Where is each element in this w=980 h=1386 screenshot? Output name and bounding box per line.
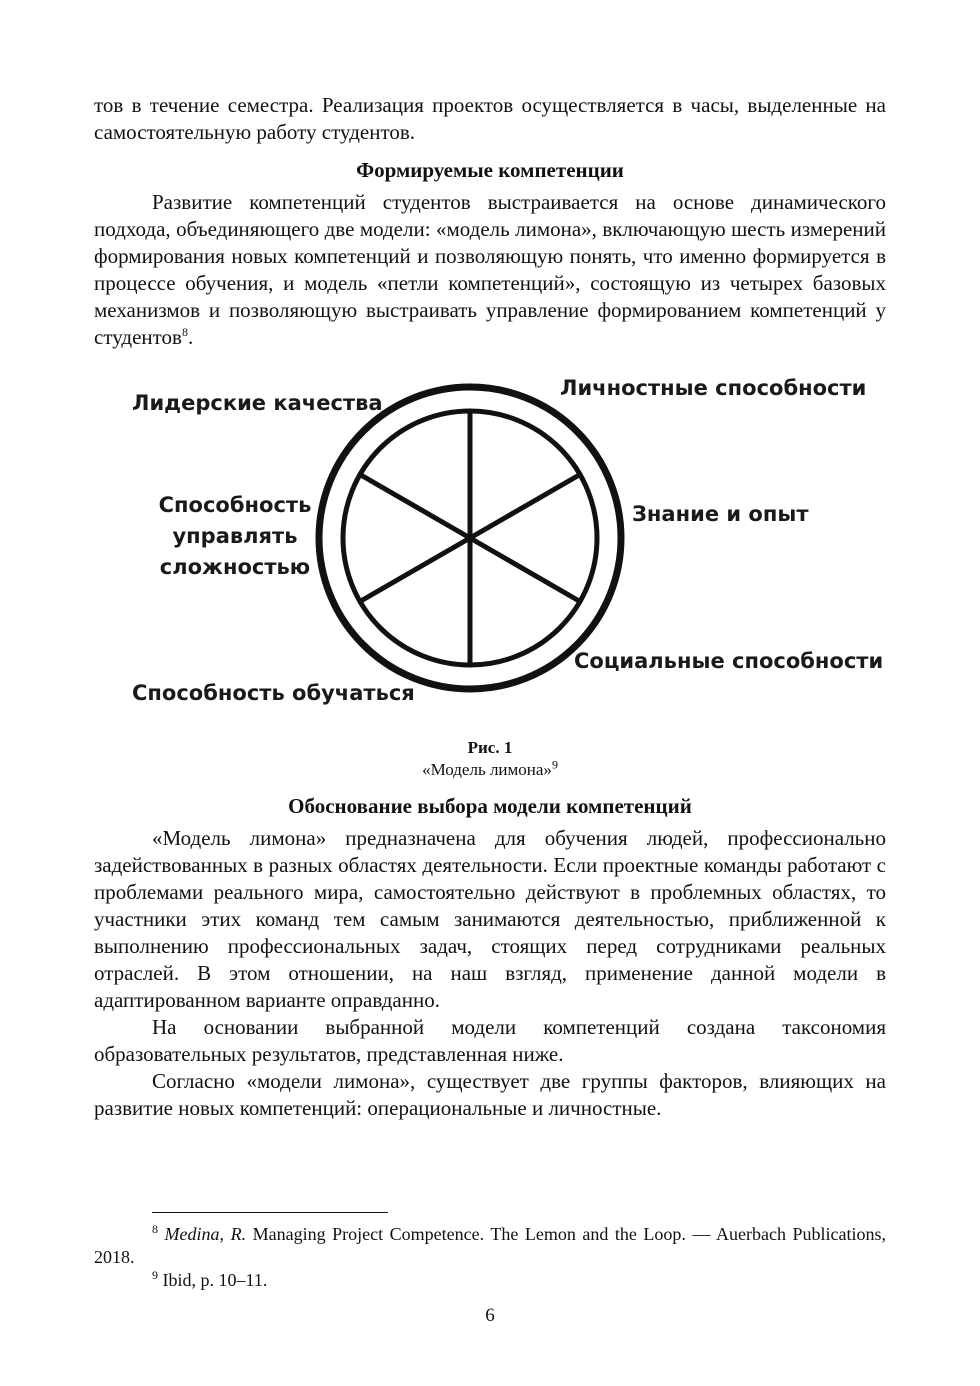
figure-caption xyxy=(94,737,886,781)
footnote-8-author: Medina, R. xyxy=(164,1224,247,1244)
segment-divider xyxy=(470,538,580,602)
footnote-9-text: Ibid, p. 10–11. xyxy=(162,1270,268,1290)
section-heading-competencies: Формируемые компетенции xyxy=(356,158,624,182)
footnote-separator xyxy=(152,1212,388,1213)
footnote-9: $^9$ Ibid, p. 10–11. xyxy=(152,1268,268,1290)
lemon-segment-dividers xyxy=(360,411,580,665)
justification-paragraph-3: Согласно «модели лимона», существует две группы факторов, влияющих на развитие новых компетенций: операциональные и личностные. xyxy=(94,1069,886,1120)
justification-paragraph-1: «Модель лимона» предназначена для обучения людей, профессионально задействованных в разных областях деятельности. Если проектные команды работают с проблемами реального мира, самостоятельно действуют в проблемных областях, то участники этих команд тем самым занимаются деятельностью, приближенной к выполнению профессиональных задач, стоящих перед сотрудниками реальных отраслей. В этом отношении, на наш взгляд, применение данной модели в адаптированном варианте оправданно. xyxy=(94,826,886,1012)
label-social-abilities: Социальные способности xyxy=(574,649,884,673)
footnotes xyxy=(94,1223,886,1292)
page-number: 6 xyxy=(485,1305,495,1326)
figure-number: Рис. 1 xyxy=(467,738,513,757)
justification-paragraph-2: На основании выбранной модели компетенций создана таксономия образовательных результатов, представленная ниже. xyxy=(94,1015,886,1066)
section-heading-justification: Обоснование выбора модели компетенций xyxy=(288,794,692,818)
footnote-8-text: Managing Project Competence. The Lemon and the Loop. — Auerbach Publications, 2018. xyxy=(94,1224,887,1267)
footnote-ref-9[interactable]: 9 xyxy=(551,757,558,772)
segment-divider xyxy=(360,538,470,602)
segment-divider xyxy=(360,475,470,539)
segment-divider xyxy=(470,475,580,539)
label-knowledge-experience: Знание и опыт xyxy=(632,502,809,526)
competencies-text-end: . xyxy=(187,325,194,349)
footnote-8: $^8$ Medina, R. Managing Project Competence. The Lemon and the Loop. — Auerbach Publications, 2018. xyxy=(94,1222,887,1267)
label-leadership: Лидерские качества xyxy=(132,391,383,415)
label-learning-ability: Способность обучаться xyxy=(132,681,415,705)
intro-text: тов в течение семестра. Реализация проектов осуществляется в часы, выделенные на самостоятельную работу студентов. xyxy=(94,93,886,144)
footnote-ref-8[interactable]: 8 xyxy=(181,325,188,339)
competencies-text: Развитие компетенций студентов выстраивается на основе динамического подхода, объединяющего две модели: «модель лимона», включающую шесть измерений формирования новых компетенций и позволяющую понять, что именно формируется в процессе обучения, и модель «петли компетенций», состоящую из четырех базовых механизмов и позволяющую выстраивать управление формированием компетенций у студентов xyxy=(94,190,886,349)
justification-paragraphs xyxy=(94,825,886,1122)
figure-title: «Модель лимона» xyxy=(422,760,552,779)
label-complexity-management: Способность управлять сложностью xyxy=(158,493,312,579)
label-personal-abilities: Личностные способности xyxy=(560,376,867,400)
